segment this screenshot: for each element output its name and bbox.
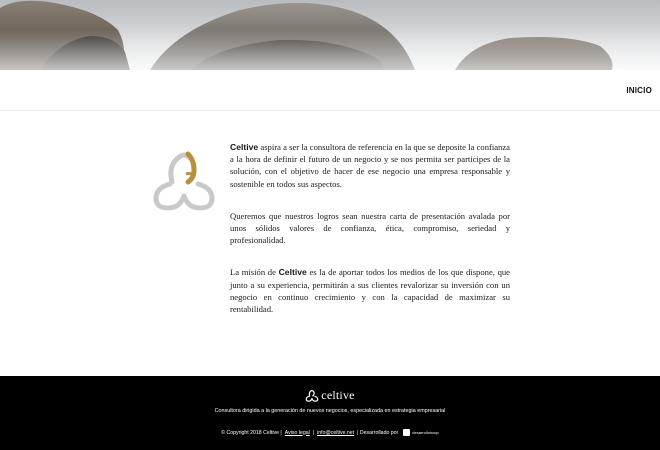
legal-notice-link[interactable]: Aviso legal [284,429,310,436]
nav-item-inicio[interactable]: INICIO [626,86,652,95]
rocks-image [0,0,660,70]
celtive-triskele-logo-icon [150,148,218,212]
developed-by-text: | Desarrollado por [357,429,399,436]
paragraph-values: Queremos que nuestros logros sean nuestra carta de presentación avalada por unos sólidos valores de confianza, ética, compromiso, seriedad y profesionalidad. [230,210,510,246]
brand-name: Celtive [278,267,307,278]
developer-logo-icon [403,429,410,436]
footer-copyright [0,429,660,436]
brand-name: Celtive [230,142,259,152]
footer-tagline: Consultora dirigida a la generación de nuevos negocios, especializada en estrategia empresarial [214,408,446,414]
footer-logo-text: celtive [321,388,355,402]
hero-banner [0,0,660,70]
navbar [0,70,660,111]
paragraph-vision: Celtive aspira a ser la consultora de referencia en la que se deposite la confianza a la hora de definir el futuro de un negocio y se nos permita ser participes de la solución, con el objetivo de hacer de ese negocio una empresa responsable y sostenible en todos sus aspectos. [230,142,510,189]
footer [0,376,660,450]
separator: | [312,429,315,436]
developer-link[interactable]: desarrollohoop [403,429,438,436]
main-content [230,141,510,335]
copyright-text: © Copyright 2018 Celtive | [221,429,282,436]
triskele-icon [305,389,319,402]
email-link[interactable]: info@celtive.net [317,429,355,436]
footer-logo[interactable] [0,388,660,403]
paragraph-mission: La misión de Celtive es la de aportar todos los medios de los que dispone, que junto a su experiencia, permitirán a sus clientes revalorizar su inversión con un negocio en continuo crecimiento y con la capacidad de maximizar su rentabilidad. [230,267,510,315]
